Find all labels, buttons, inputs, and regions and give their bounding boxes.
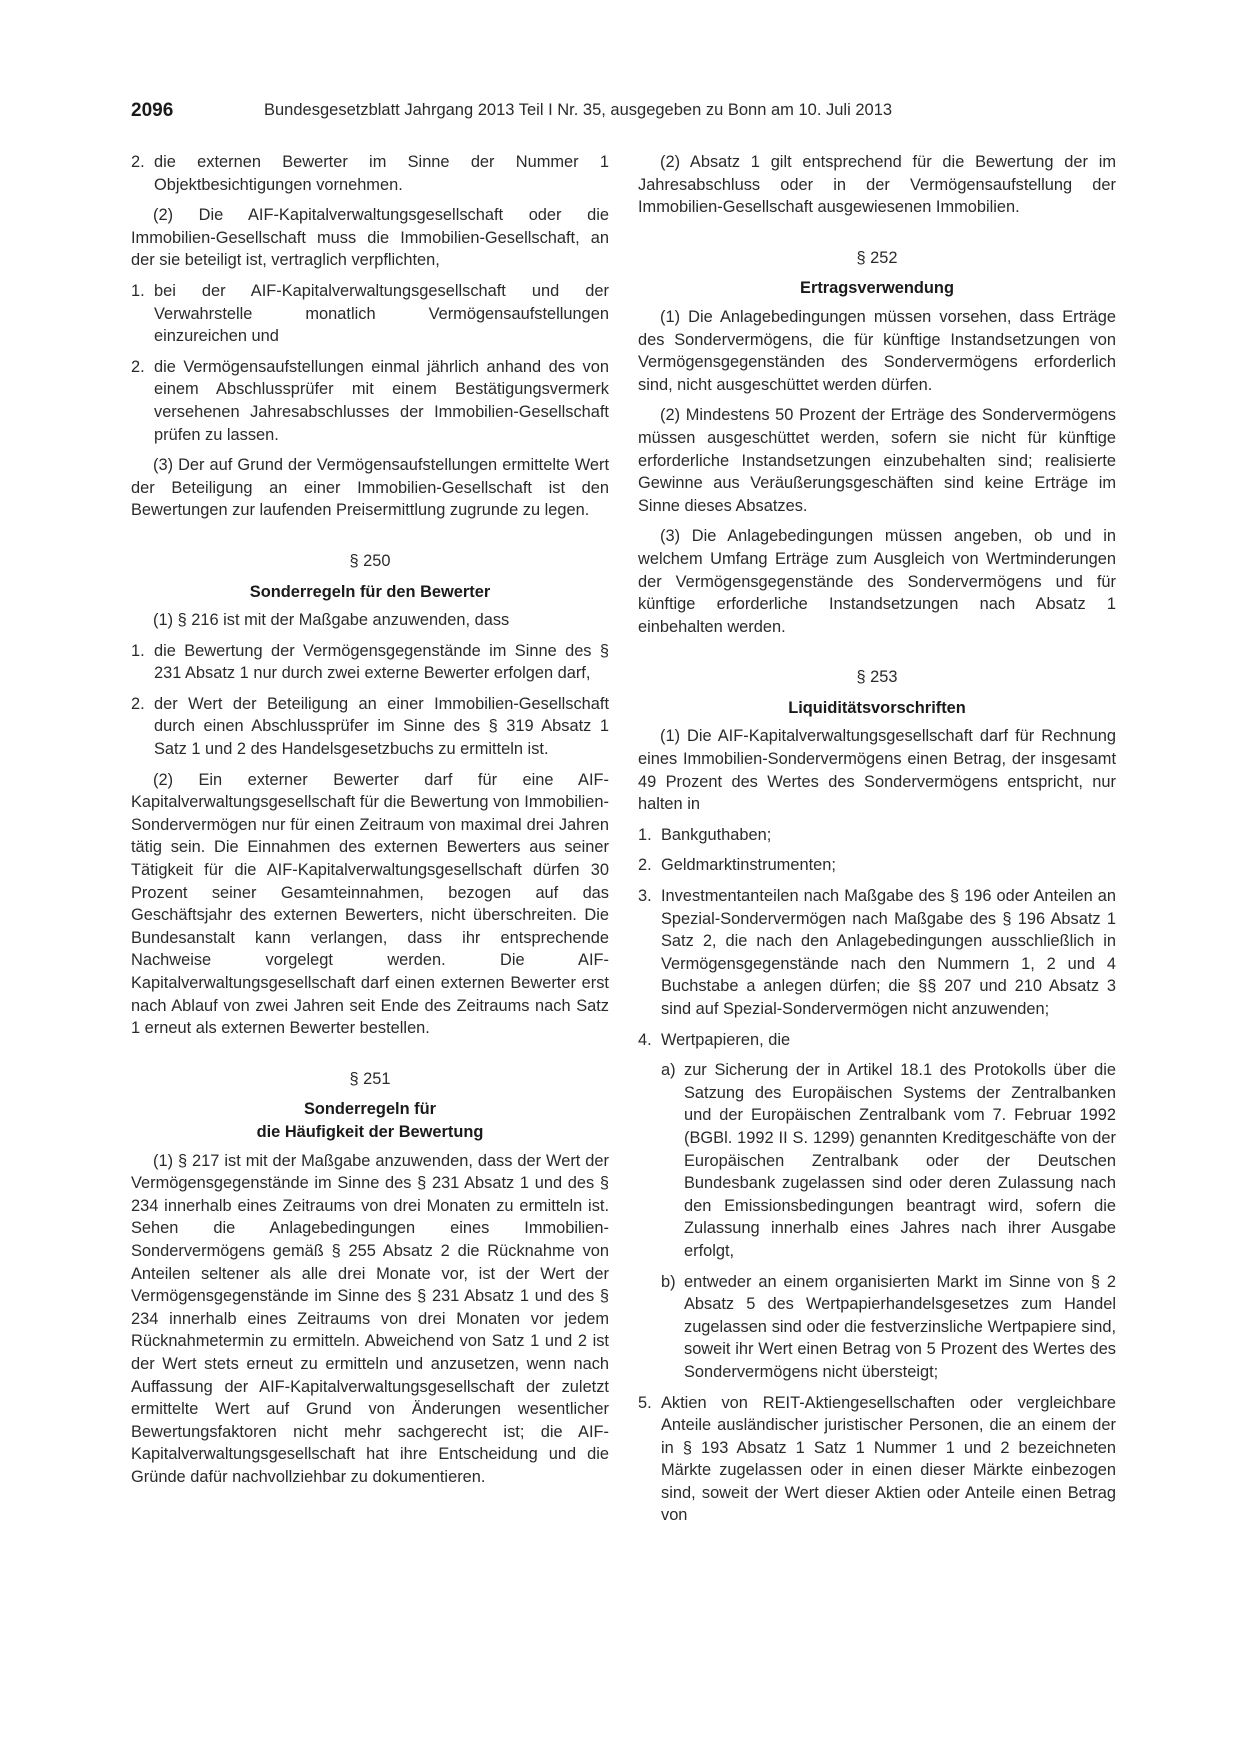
- paragraph: (1) Die Anlagebedingungen müssen vorsehen, dass Erträge des Sondervermögens, die für künftige Instandsetzungen von Vermögensgegenständen des Sondervermögens erforderlich sind, nicht ausgeschüttet werden dürfen.: [638, 307, 1116, 394]
- list-item: [131, 356, 609, 446]
- list-item-number: 2.: [131, 153, 145, 171]
- paragraph: (2) Die AIF-Kapitalverwaltungsgesellschaft oder die Immobilien-Gesellschaft muss die Immobilien-Gesellschaft, an der sie beteiligt ist, vertraglich verpflichten,: [131, 206, 609, 270]
- section-number: § 250: [349, 551, 391, 570]
- list-item-number: 2.: [131, 357, 145, 376]
- running-title: Bundesgesetzblatt Jahrgang 2013 Teil I Nr. 35, ausgegeben zu Bonn am 10. Juli 2013: [264, 101, 893, 119]
- list-item-number: 1.: [131, 281, 145, 300]
- list-item-number: 2.: [638, 856, 652, 875]
- section-title: [131, 1098, 609, 1143]
- paragraph: (1) Die AIF-Kapitalverwaltungsgesellschaft darf für Rechnung eines Immobilien-Sondervermögens einen Betrag, der insgesamt 49 Prozent des Wertes des Sondervermögens entspricht, nur halten in: [638, 727, 1116, 814]
- list-item-number: 5.: [638, 1393, 652, 1412]
- list-item-number: 3.: [638, 887, 652, 906]
- sub-list-item: [661, 1271, 1116, 1384]
- paragraph: (3) Der auf Grund der Vermögensaufstellungen ermittelte Wert der Beteiligung an einer Immobilien-Gesellschaft ist den Bewertungen zur laufenden Preisermittlung zugrunde zu legen.: [131, 456, 609, 520]
- list-item-text: die externen Bewerter im Sinne der Nummer 1 Objektbesichtigungen vornehmen.: [154, 153, 609, 194]
- list-item: [131, 640, 609, 685]
- right-column: [638, 151, 1116, 1535]
- list-item: [638, 1029, 1116, 1052]
- paragraph: (1) § 217 ist mit der Maßgabe anzuwenden, dass der Wert der Vermögensgegenstände im Sinne des § 231 Absatz 1 und des § 234 innerhalb eines Zeitraums von drei Monaten zu ermitteln ist. Sehen die Anlagebedingungen eines Immobilien-Sondervermögens gemäß § 255 Absatz 2 die Rücknahme von Anteilen seltener als alle drei Monate vor, ist der Wert der Vermögensgegenstände im Sinne des § 231 Absatz 1 und des § 234 innerhalb eines Zeitraums von drei Monaten vor jedem Rücknahmetermin zu ermitteln. Abweichend von Satz 1 und 2 ist der Wert stets erneut zu ermitteln und anzusetzen, wenn nach Auffassung der AIF-Kapitalverwaltungsgesellschaft der zuletzt ermittelte Wert auf Grund von Änderungen wesentlicher Bewertungsfaktoren nicht mehr sachgerecht ist; die AIF-Kapitalverwaltungsgesellschaft hat ihre Entscheidung und die Gründe dafür nachvollziehbar zu dokumentieren.: [131, 1151, 609, 1486]
- sub-list-item-letter: b): [661, 1272, 676, 1291]
- paragraph: (3) Die Anlagebedingungen müssen angeben, ob und in welchem Umfang Erträge zum Ausgleich von Wertminderungen der Vermögensgegenstände des Sondervermögens und für künftige erforderliche Instandsetzungen nach Absatz 1 einbehalten werden.: [638, 527, 1116, 636]
- page-number: 2096: [131, 100, 174, 121]
- section-title: Sonderregeln für den Bewerter: [249, 582, 491, 601]
- list-item-text: Aktien von REIT-Aktiengesellschaften oder vergleichbare Anteile ausländischer juristischer Personen, die an einem der in § 193 Absatz 1 Satz 1 Nummer 1 und 2 bezeichneten Märkte zugelassen oder in einen dieser Märkte einbezogen sind, soweit der Wert dieser Aktien oder Anteile einen Betrag von: [661, 1393, 1116, 1525]
- paragraph: (2) Absatz 1 gilt entsprechend für die Bewertung der im Jahresabschluss oder in der Vermögensaufstellung der Immobilien-Gesellschaft ausgewiesenen Immobilien.: [638, 153, 1116, 217]
- list-item-number: 1.: [638, 825, 652, 844]
- list-item-text: der Wert der Beteiligung an einer Immobilien-Gesellschaft durch einen Abschlussprüfer im Sinne des § 319 Absatz 1 Satz 1 und 2 des Handelsgesetzbuchs zu ermitteln ist.: [154, 694, 609, 759]
- page-header: [131, 100, 1121, 130]
- paragraph: (1) § 216 ist mit der Maßgabe anzuwenden, dass: [153, 611, 510, 630]
- list-item: [131, 151, 609, 196]
- sub-list-item: [661, 1059, 1116, 1262]
- list-item-text: die Vermögensaufstellungen einmal jährlich anhand des von einem Abschlussprüfer mit einem Bestätigungsvermerk versehenen Jahresabschlusses der Immobilien-Gesellschaft prüfen zu lassen.: [154, 357, 609, 444]
- sub-list-item-text: entweder an einem organisierten Markt im Sinne von § 2 Absatz 5 des Wertpapierhandelsgesetzes zum Handel zugelassen sind oder die festverzinsliche Wertpapiere sind, soweit ihr Wert einen Betrag von 5 Prozent des Wertes des Sondervermögens nicht übersteigt;: [684, 1272, 1116, 1381]
- section-number: § 251: [349, 1069, 391, 1088]
- list-item-text: die Bewertung der Vermögensgegenstände im Sinne des § 231 Absatz 1 nur durch zwei externe Bewerter erfolgen darf,: [154, 641, 609, 683]
- list-item-text: Bankguthaben;: [661, 825, 772, 844]
- list-item-number: 4.: [638, 1030, 652, 1049]
- list-item: [638, 854, 1116, 877]
- list-item-text: Geldmarktinstrumenten;: [661, 856, 836, 875]
- list-item-text: Wertpapieren, die: [661, 1030, 791, 1049]
- paragraph: (2) Mindestens 50 Prozent der Erträge des Sondervermögens müssen ausgeschüttet werden, sofern sie nicht für künftige erforderliche Instandsetzungen einzubehalten sind; realisierte Gewinne aus Veräußerungsgeschäften sind keine Erträge im Sinne dieses Absatzes.: [638, 406, 1116, 515]
- section-number: § 252: [856, 248, 898, 267]
- list-item: [638, 885, 1116, 1021]
- section-number: § 253: [856, 668, 898, 687]
- left-column: [131, 151, 609, 1496]
- list-item: [131, 280, 609, 348]
- section-title: Liquiditätsvorschriften: [788, 698, 966, 717]
- list-item: [638, 824, 1116, 847]
- section-title: Ertragsverwendung: [800, 279, 954, 298]
- list-item-number: 2.: [131, 694, 145, 713]
- paragraph: (2) Ein externer Bewerter darf für eine AIF-Kapitalverwaltungsgesellschaft für die Bewertung von Immobilien-Sondervermögen nur für einen Zeitraum von maximal drei Jahren tätig sein. Die Einnahmen des externen Bewerters aus seiner Tätigkeit für die AIF-Kapitalverwaltungsgesellschaft dürfen 30 Prozent seiner Gesamteinnahmen, bezogen auf das Geschäftsjahr des externen Bewerters, nicht überschreiten. Die Bundesanstalt kann verlangen, dass ihr entsprechende Nachweise vorgelegt werden. Die AIF-Kapitalverwaltungsgesellschaft darf einen externen Bewerter erst nach Ablauf von zwei Jahren seit Ende des Zeitraums nach Satz 1 erneut als externen Bewerter bestellen.: [131, 770, 609, 1038]
- sub-list-item-letter: a): [661, 1061, 676, 1080]
- sub-list-item-text: zur Sicherung der in Artikel 18.1 des Protokolls über die Satzung des Europäischen Systems der Zentralbanken und der Europäischen Zentralbank vom 7. Februar 1992 (BGBl. 1992 II S. 1299) genannten Kreditgeschäfte von der Europäischen Zentralbank oder der Deutschen Bundesbank zugelassen sind oder deren Zulassung nach den Emissionsbedingungen beantragt wird, sofern die Zulassung innerhalb eines Jahres nach ihrer Ausgabe erfolgt,: [684, 1061, 1116, 1260]
- section-title-line: Sonderregeln für: [303, 1100, 437, 1119]
- list-item: [638, 1392, 1116, 1528]
- list-item-text: Investmentanteilen nach Maßgabe des § 196 oder Anteilen an Spezial-Sondervermögen nach Maßgabe des § 196 Absatz 1 Satz 2, die nach den Anlagebedingungen ausschließlich in Vermögensgegenstände nach den Nummern 1, 2 und 4 Buchstabe a anlegen dürfen; die §§ 207 und 210 Absatz 3 sind auf Spezial-Sondervermögen nicht anzuwenden;: [661, 887, 1116, 1018]
- section-title-line: die Häufigkeit der Bewertung: [256, 1122, 484, 1141]
- list-item-text: bei der AIF-Kapitalverwaltungsgesellschaft und der Verwahrstelle monatlich Vermögensaufstellungen einzureichen und: [154, 281, 609, 346]
- list-item: [131, 693, 609, 761]
- list-item-number: 1.: [131, 641, 145, 660]
